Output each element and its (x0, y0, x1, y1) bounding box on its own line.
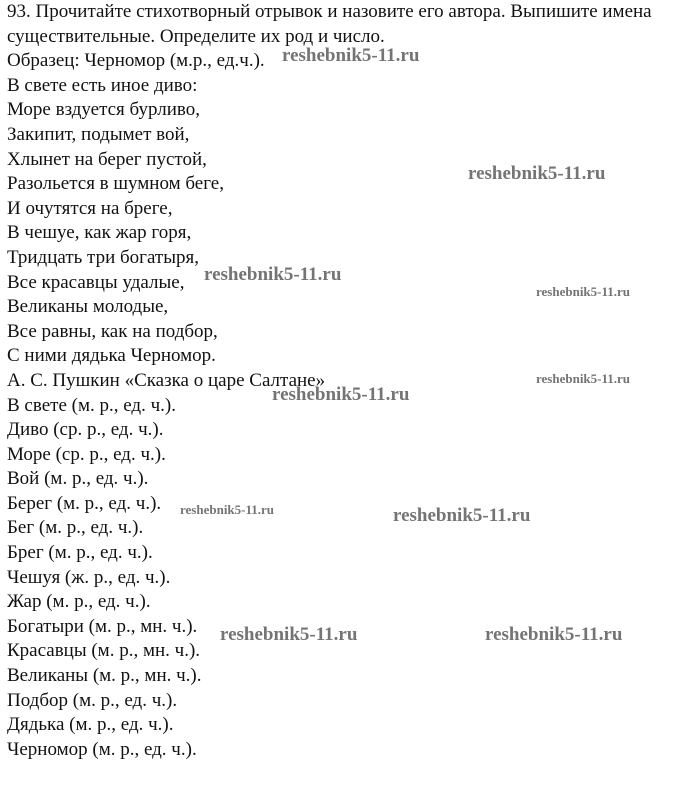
poem-line: В чешуе, как жар горя, (7, 222, 192, 244)
poem-line: Разольется в шумном беге, (7, 173, 224, 195)
poem-line: Море вздуется бурливо, (7, 99, 200, 121)
task-sample: Образец: Черномор (м.р., ед.ч.). (7, 50, 265, 72)
noun-item: Море (ср. р., ед. ч.). (7, 443, 166, 465)
watermark: reshebnik5-11.ru (220, 624, 358, 645)
watermark: reshebnik5-11.ru (536, 284, 631, 299)
watermark: reshebnik5-11.ru (468, 163, 606, 184)
noun-item: Жар (м. р., ед. ч.). (7, 591, 151, 613)
poem-line: В свете есть иное диво: (7, 74, 198, 96)
task-heading: 93. Прочитайте стихотворный отрывок и назовите его автора. Выпишите имена существительные. Определите их род и число. (7, 1, 652, 47)
noun-item: Подбор (м. р., ед. ч.). (7, 689, 178, 711)
watermark: reshebnik5-11.ru (485, 624, 623, 645)
watermark: reshebnik5-11.ru (204, 264, 342, 285)
watermark: reshebnik5-11.ru (282, 45, 420, 66)
poem-attribution: А. С. Пушкин «Сказка о царе Салтане» (7, 369, 326, 391)
noun-item: Бег (м. р., ед. ч.). (7, 517, 144, 539)
poem-line: Тридцать три богатыря, (7, 246, 199, 268)
noun-item: Брег (м. р., ед. ч.). (7, 542, 153, 564)
noun-item: Красавцы (м. р., мн. ч.). (7, 640, 201, 662)
noun-list (7, 394, 679, 763)
poem-line: Все равны, как на подбор, (7, 320, 218, 342)
noun-item: Берег (м. р., ед. ч.). (7, 492, 162, 514)
poem-line: Все красавцы удалые, (7, 271, 185, 293)
noun-item: Богатыри (м. р., мн. ч.). (7, 615, 198, 637)
poem-line: С ними дядька Черномор. (7, 345, 216, 367)
watermark: reshebnik5-11.ru (536, 371, 631, 386)
watermark: reshebnik5-11.ru (393, 505, 531, 526)
noun-item: Черномор (м. р., ед. ч.). (7, 738, 197, 760)
noun-item: Чешуя (ж. р., ед. ч.). (7, 566, 171, 588)
poem-line: Закипит, подымет вой, (7, 123, 190, 145)
poem-line: И очутятся на бреге, (7, 197, 173, 219)
poem-line: Хлынет на берег пустой, (7, 148, 207, 170)
noun-item: В свете (м. р., ед. ч.). (7, 394, 176, 416)
watermark: reshebnik5-11.ru (272, 384, 410, 405)
noun-item: Вой (м. р., ед. ч.). (7, 468, 149, 490)
watermark: reshebnik5-11.ru (180, 502, 275, 517)
poem-line: Великаны молодые, (7, 296, 169, 318)
noun-item: Дядька (м. р., ед. ч.). (7, 714, 174, 736)
noun-item: Диво (ср. р., ед. ч.). (7, 419, 164, 441)
noun-item: Великаны (м. р., мн. ч.). (7, 665, 202, 687)
poem (7, 74, 679, 369)
